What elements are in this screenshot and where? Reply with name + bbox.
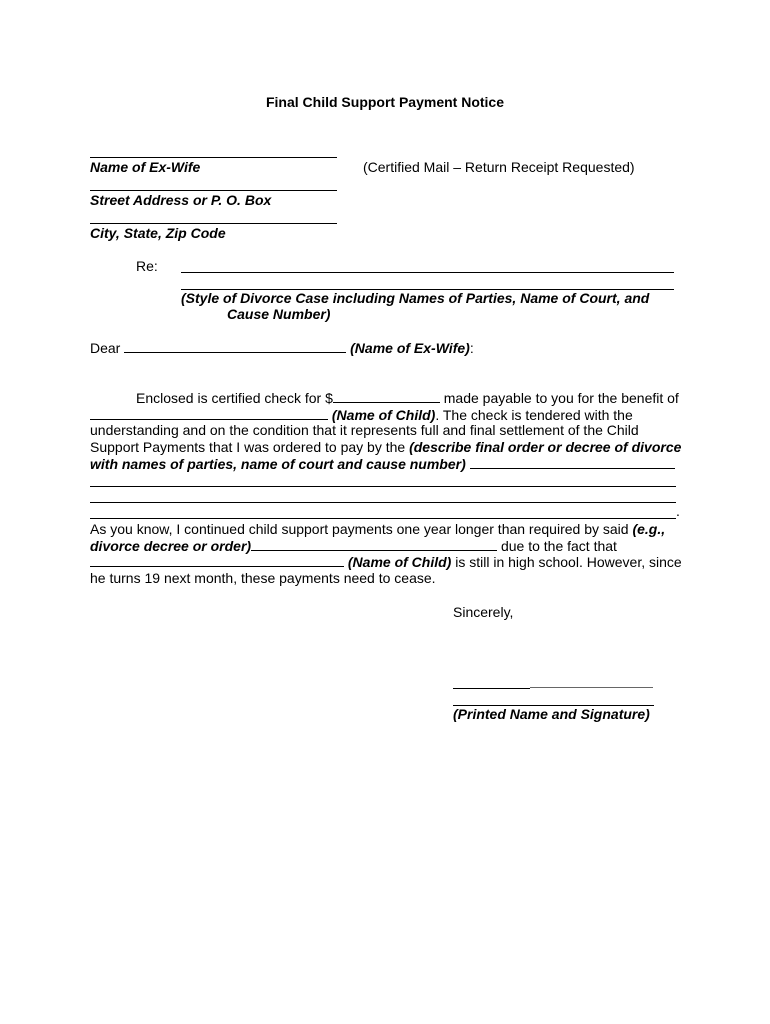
printed-name-signature-label: (Printed Name and Signature) (453, 706, 650, 722)
salutation-colon: : (469, 340, 474, 356)
p1-check-text: Enclosed is certified check for $ (136, 390, 333, 406)
street-blank-line (90, 190, 337, 191)
p2-still-text: is still in high school. However, since (451, 554, 682, 570)
p2-line4: he turns 19 next month, these payments need to cease. (90, 570, 436, 586)
order-blank-line-1 (90, 486, 676, 487)
eg-label: (e.g., (632, 521, 666, 537)
p1-line1 (136, 389, 679, 407)
p2-line3 (90, 553, 682, 571)
p1-payable-text: made payable to you for the benefit of (443, 390, 679, 406)
name-blank-line (90, 157, 337, 158)
document-title: Final Child Support Payment Notice (265, 94, 505, 110)
describe-order-blank (470, 455, 675, 469)
city-state-zip-label: City, State, Zip Code (90, 225, 226, 241)
case-style-label-line1: (Style of Divorce Case including Names of Parties, Name of Court, and (181, 290, 650, 306)
re-label: Re: (136, 258, 158, 274)
describe-order-label-1: (describe final order or decree of divorce (409, 439, 682, 455)
salutation-name-label: (Name of Ex-Wife) (350, 340, 470, 356)
case-style-label-line2: Cause Number) (227, 306, 331, 322)
dear-word: Dear (90, 340, 121, 356)
describe-order-label-2: with names of parties, name of court and cause number) (90, 456, 466, 472)
child-name-blank-2 (90, 553, 344, 567)
p1-tendered-text: . The check is tendered with the (435, 407, 633, 423)
child-name-label-2: (Name of Child) (347, 554, 452, 570)
p1-line3: understanding and on the condition that it represents full and final settlement of the Child (90, 422, 639, 438)
check-amount-blank (333, 389, 440, 403)
salutation (90, 339, 474, 357)
closing-sincerely: Sincerely, (453, 604, 514, 620)
street-address-label: Street Address or P. O. Box (90, 192, 272, 208)
ex-wife-name-label: Name of Ex-Wife (90, 159, 201, 175)
p1-ordered-text: Support Payments that I was ordered to pay by the (90, 439, 410, 455)
p2-line1 (90, 521, 665, 538)
order-blank-line-3 (90, 518, 676, 519)
p1-line4 (90, 439, 681, 456)
order-blank-line-2 (90, 502, 676, 503)
signature-line-b (530, 687, 653, 688)
certified-mail-note: (Certified Mail – Return Receipt Requested) (363, 159, 635, 175)
decree-label: divorce decree or order) (90, 538, 252, 554)
child-name-label-1: (Name of Child) (331, 407, 436, 423)
p1-period: . (676, 503, 680, 519)
city-blank-line (90, 223, 337, 224)
salutation-name-blank (124, 339, 346, 353)
p1-line5 (90, 455, 675, 473)
p2-continued-text: As you know, I continued child support payments one year longer than required by said (90, 521, 633, 537)
signature-line-a (453, 688, 530, 689)
p2-due-text: due to the fact that (500, 538, 617, 554)
child-name-blank-1 (90, 406, 328, 420)
decree-blank (251, 537, 497, 551)
re-blank-line-1 (181, 272, 674, 273)
